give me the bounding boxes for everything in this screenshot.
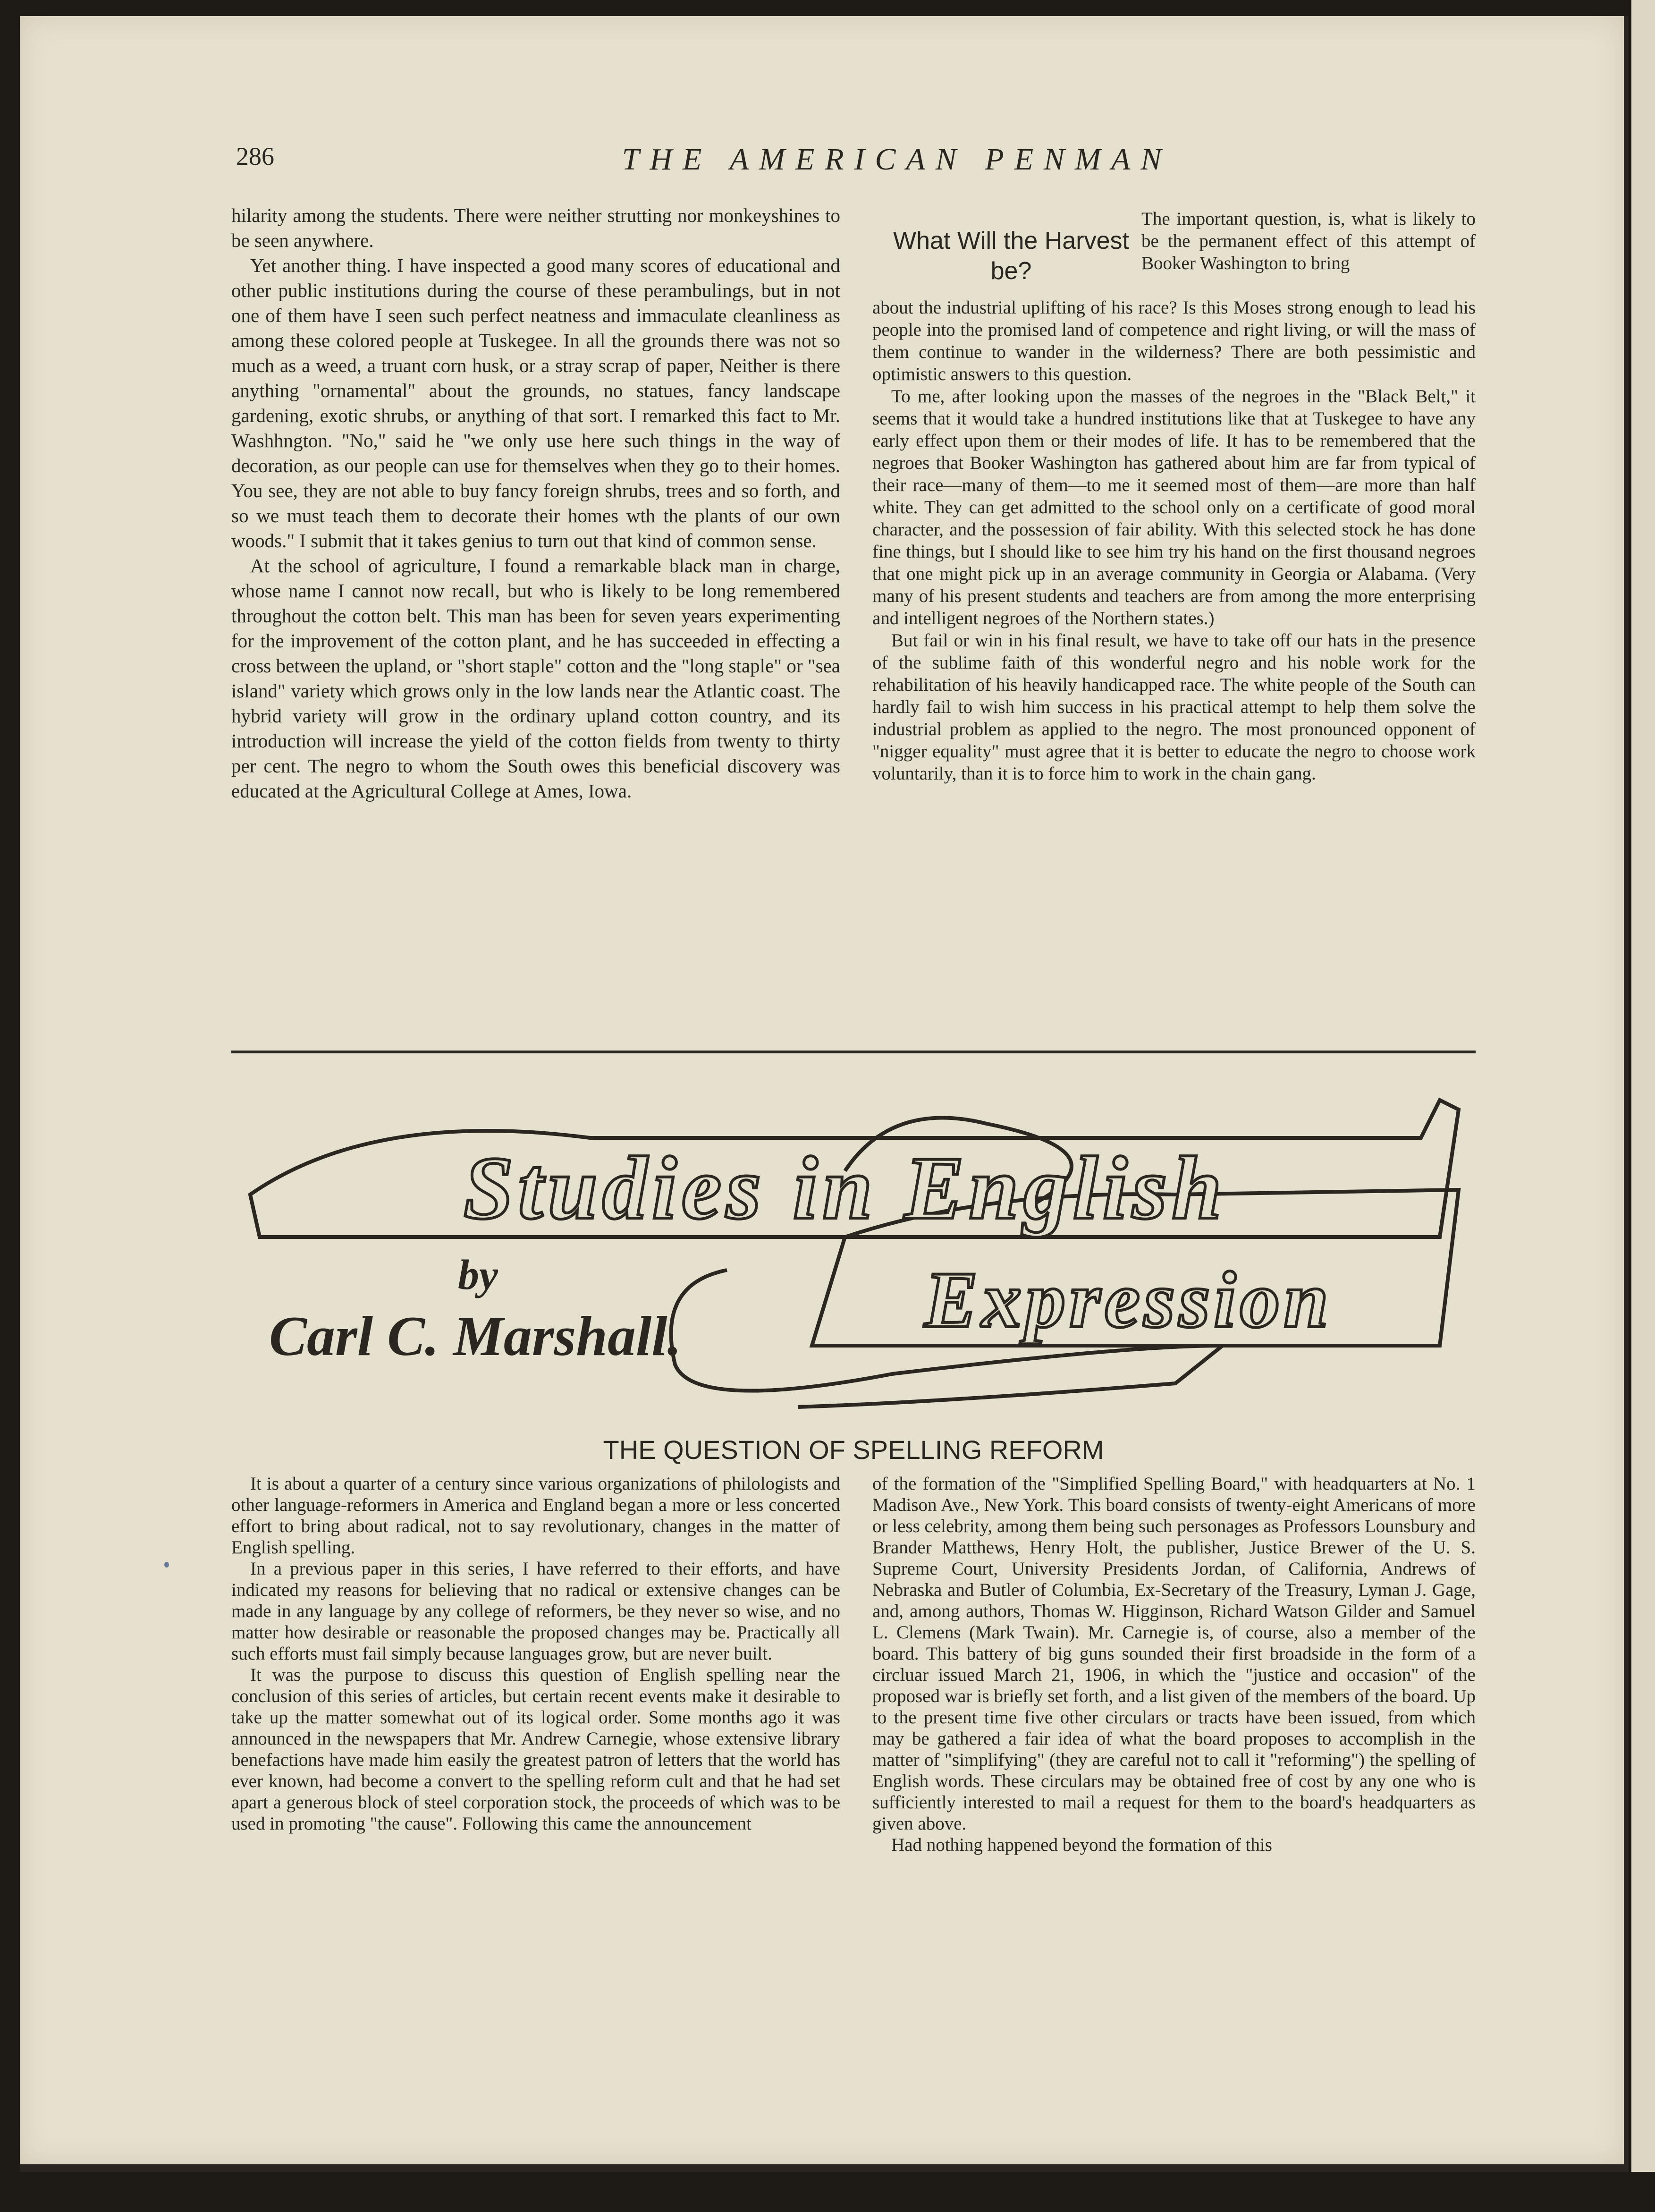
paragraph: It was the purpose to discuss this question of English spelling near the conclusion of this series of articles, but certain recent events make it desirable to take up the matter somewhat out of its logical order. Some months ago it was announced in the newspapers that Mr. Andrew Carnegie, whose extensive library benefactions have made him easily the greatest patron of letters that the world has ever known, had become a convert to the spelling reform cult and that he had set apart a generous block of steel corporation stock, the proceeds of which was to be used in promoting "the cause". Following this came the announcement: [231, 1665, 840, 1834]
margin-mark: [164, 1562, 169, 1568]
paragraph: hilarity among the students. There were neither strutting nor monkeyshines to be seen anywhere.: [231, 204, 840, 251]
paragraph: Had nothing happened beyond the formation of this: [891, 1835, 1272, 1855]
bottom-right-column: [872, 1473, 1476, 1856]
top-left-column: [231, 203, 840, 804]
banner-title-line2: Expression: [924, 1255, 1333, 1344]
running-head: THE AMERICAN PENMAN: [622, 142, 1172, 177]
lead-in-paragraph: The important question, is, what is likely to be the permanent effect of this attempt of Booker Washington to bring: [1141, 209, 1476, 273]
banner-title-line1: Studies in English: [463, 1139, 1227, 1238]
top-right-column: [872, 208, 1476, 785]
paragraph: about the industrial uplifting of his race? Is this Moses strong enough to lead his people into the promised land of competence and right living, or will the mass of them continue to wander in the wilderness? There are both pessimistic and optimistic answers to this question.: [872, 297, 1476, 384]
paragraph: of the formation of the "Simplified Spelling Board," with headquarters at No. 1 Madison Ave., New York. This board consists of twenty-eight Americans of more or less celebrity, among them being such personages as Professors Lounsbury and Brander Matthews, Henry Holt, the publisher, Justice Brewer of the U. S. Supreme Court, University Presidents Jordan, of California, Andrews of Nebraska and Butler of Columbia, Ex-Secretary of the Treasury, Lyman J. Gage, and, among authors, Thomas W. Higginson, Richard Watson Gilder and Samuel L. Clemens (Mark Twain). Mr. Carnegie is, of course, also a member of the board. This battery of big guns sounded their first broadside in the form of a circluar issued March 21, 1906, in which the "justice and occasion" of the proposed war is briefly set forth, and a list given of the members of the board. Up to the present time five other circulars or tracts have been issued, from which may be gathered a fair idea of what the board proposes to accomplish in the matter of "simplifying" (they are careful not to call it "reforming") the spelling of English words. These circulars may be obtained free of cost by any one who is sufficiently interested to mail a request for them to the board's headquarters as given above.: [872, 1474, 1476, 1834]
paragraph: At the school of agriculture, I found a remarkable black man in charge, whose name I cannot now recall, but who is likely to be long remembered throughout the cotton belt. This man has been for seven years experimenting for the improvement of the cotton plant, and he has succeeded in effecting a cross between the upland, or "short staple" cotton and the "long staple" or "sea island" variety which grows only in the low lands near the Atlantic coast. The hybrid variety will grow in the ordinary upland cotton country, and its introduction will increase the yield of the cotton fields from twenty to thirty per cent. The negro to whom the South owes this beneficial discovery was educated at the Agricultural College at Ames, Iowa.: [231, 555, 840, 802]
paragraph: But fail or win in his final result, we have to take off our hats in the presence of the sublime faith of this wonderful negro and his noble work for the rehabilitation of his heavily handicapped race. The white people of the South can hardly fail to wish him success in his practical attempt to help them solve the industrial problem as applied to the negro. The most pronounced opponent of "nigger equality" must agree that it is better to educate the negro to choose work voluntarily, than it is to force him to work in the chain gang.: [872, 630, 1476, 784]
page-number: 286: [236, 142, 274, 170]
section-heading: THE QUESTION OF SPELLING REFORM: [603, 1435, 1104, 1465]
scan-border-left: [0, 0, 20, 2212]
article-title-banner: [231, 1081, 1476, 1412]
paragraph: In a previous paper in this series, I have referred to their efforts, and have indicated my reasons for believing that no radical or extensive changes can be made in any language by any college of reformers, be they never so wise, and no matter how desirable or reasonable the proposed changes may be. Practically all such efforts must fail simply because languages grow, but are never built.: [231, 1559, 840, 1664]
paragraph: It is about a quarter of a century since various organizations of philologists and other language-reformers in America and England began a more or less concerted effort to bring about radical, not to say revolutionary, changes in the matter of English spelling.: [231, 1474, 840, 1558]
paragraph: To me, after looking upon the masses of the negroes in the "Black Belt," it seems that it would take a hundred institutions like that at Tuskegee to have any early effect upon them or their modes of life. It has to be remembered that the negroes that Booker Washington has gathered about him are far from typical of their race—many of them—to me it seemed most of them—are more than half white. They can get admitted to the school only on a certificate of good moral character, and the possession of fair ability. With this selected stock he has done fine things, but I should like to see him try his hand on the first thousand negroes that one might pick up in an average community in Georgia or Alabama. (Very many of his present students and teachers are from among the more enterprising and intelligent negroes of the Northern states.): [872, 386, 1476, 628]
next-page-edge: [1629, 0, 1655, 2212]
byline-by: by: [458, 1252, 498, 1298]
byline-author: Carl C. Marshall.: [269, 1305, 682, 1367]
side-heading: What Will the Harvest be?: [893, 227, 1129, 285]
bottom-left-column: [231, 1473, 840, 1834]
paragraph: Yet another thing. I have inspected a good many scores of educational and other public institutions during the course of these perambulings, but in not one of them have I seen such perfect neatness and immaculate cleanliness as among these colored people at Tuskegee. In all the grounds there was not so much as a weed, a truant corn husk, or a stray scrap of paper, Neither is there anything "ornamental" about the grounds, no statues, fancy landscape gardening, exotic shrubs, or anything of that sort. I remarked this fact to Mr. Washhngton. "No," said he "we only use here such things in the way of decoration, as our people can use for themselves when they go to their homes. You see, they are not able to buy fancy foreign shrubs, trees and so forth, and so we must teach them to decorate their homes wth the plants of our own woods." I submit that it takes genius to turn out that kind of common sense.: [231, 254, 840, 551]
scan-border-top: [0, 0, 1655, 16]
section-divider-rule: [231, 1051, 1476, 1053]
scan-border-bottom: [0, 2172, 1655, 2212]
